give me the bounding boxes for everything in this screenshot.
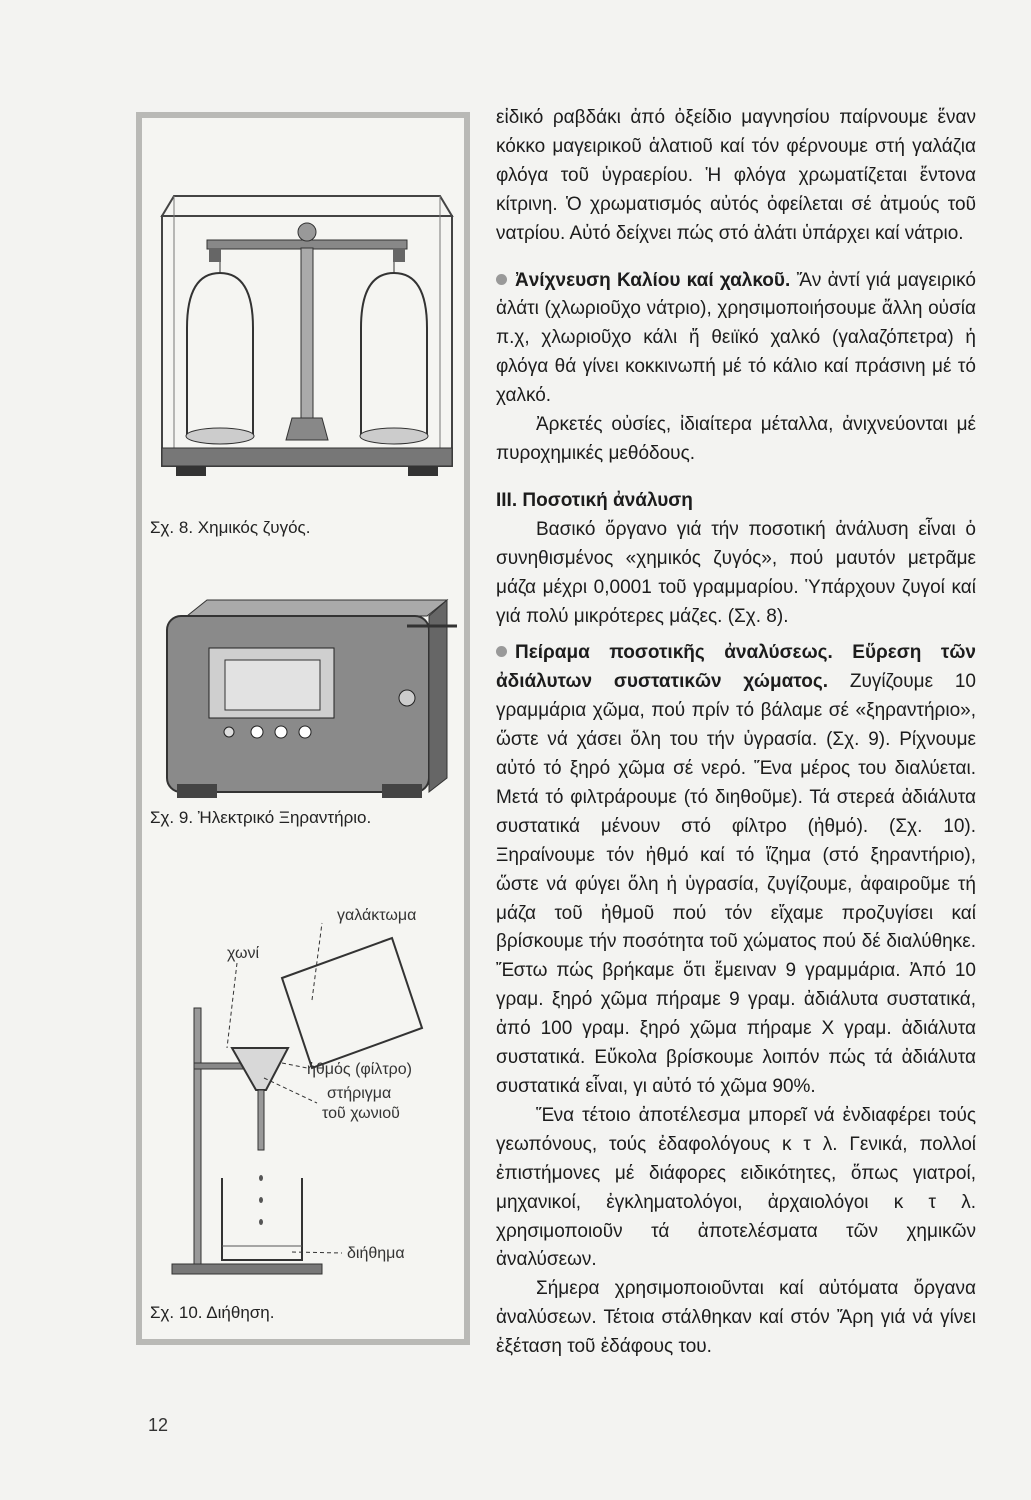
paragraph-sodium-flame: εἰδικό ραβδάκι ἀπό ὀξείδιο μαγνησίου παίρνουμε ἕναν κόκκο μαγειρικοῦ ἁλατιοῦ καί τόν φέρνουμε στή γαλάζια φλόγα τοῦ ὑγραερίου. Ἡ φλόγα χρωματίζεται ἔντονα κίτρινη. Ὁ χρωματισμός αὐτός ὀφείλεται σέ ἀτμούς τοῦ νατρίου. Αὐτό δείχνει πώς στό ἁλάτι ὑπάρχει καί νάτριο. — [496, 107, 976, 244]
bullet1-body: Ἄν ἀντί γιά μαγειρικό ἁλάτι (χλωριοῦχο νάτριο), χρησιμοποιήσουμε ἄλλη οὐσία π.χ, χλωριοῦχο κάλι ἤ θειϊκό χαλκό (γαλαζόπετρα) ἡ φλόγα θά γίνει κοκκινωπή μέ τό κάλιο καί πράσινη μέ τό χαλκό. — [496, 269, 976, 407]
paragraph-balance: Βασικό ὄργανο γιά τήν ποσοτική ἀνάλυση εἶναι ὁ συνηθισμένος «χημικός ζυγός», πού μαυτόν μετρᾶμε μάζα μέχρι 0,0001 τοῦ γραμμαρίου. Ὑπάρχουν ζυγοί καί γιά πολύ μικρότερες μάζες. (Σχ. 8). — [496, 518, 976, 627]
bullet-potassium-copper — [496, 267, 976, 412]
section-heading: ΙΙΙ. Ποσοτική ἀνάλυση — [496, 489, 693, 511]
label-stirigma-1: στήριγμα — [327, 1085, 392, 1102]
paragraph-automatic-instruments: Σήμερα χρησιμοποιοῦνται καί αὐτόματα ὄργανα ἀναλύσεων. Τέτοια στάλθηκαν καί στόν Ἄρη γιά νά γίνει ἐξέταση τοῦ ἐδάφους του. — [496, 1278, 976, 1358]
label-ithmos: ἠθμός (φίλτρο) — [307, 1061, 412, 1078]
fig8-caption: Σχ. 8. Χημικός ζυγός. — [150, 518, 311, 537]
label-stirigma-2: τοῦ χωνιοῦ — [322, 1105, 400, 1122]
label-choni: χωνί — [227, 945, 260, 962]
bullet-icon — [496, 646, 507, 657]
body-text-column — [496, 104, 976, 1362]
label-diithima: διήθημα — [347, 1245, 405, 1262]
chemical-balance-illustration — [152, 178, 462, 498]
figure-panel — [136, 112, 470, 1345]
label-galaktoma: γαλάκτωμα — [337, 907, 417, 924]
bullet-icon — [496, 274, 507, 285]
bullet1-title: Ἀνίχνευση Καλίου καί χαλκοῦ. — [515, 269, 791, 291]
paragraph-result-use: Ἕνα τέτοιο ἀποτέλεσμα μπορεῖ νά ἐνδιαφέρει τούς γεωπόνους, τούς ἐδαφολόγους κ τ λ. Γενικά, πολλοί ἐπιστήμονες μέ διάφορες ειδικότητες, ὅπως γιατροί, μηχανικοί, ἐγκληματολόγοι, ἀρχαιολόγοι κ τ λ. χρησιμοποιοῦν τά ἀποτελέσματα τῶν χημικῶν ἀναλύσεων. — [496, 1104, 976, 1271]
drying-oven-illustration — [157, 588, 467, 808]
paragraph-pyrochemical: Ἀρκετές οὐσίες, ἰδιαίτερα μέταλλα, ἀνιχνεύονται μέ πυροχημικές μεθόδους. — [496, 414, 976, 464]
fig10-caption: Σχ. 10. Διήθηση. — [150, 1303, 275, 1322]
filtration-illustration — [142, 878, 464, 1298]
bullet-experiment — [496, 639, 976, 1102]
page-number: 12 — [148, 1415, 169, 1435]
fig9-caption: Σχ. 9. Ἠλεκτρικό Ξηραντήριο. — [150, 808, 372, 827]
bullet2-body: Ζυγίζουμε 10 γραμμάρια χῶμα, πού πρίν τό βάλαμε σέ «ξηραντήριο», ὥστε νά χάσει ὅλη του τήν ὑγρασία. (Σχ. 9). Ρίχνουμε αὐτό τό ξηρό χῶμα σέ νερό. Ἕνα μέρος του διαλύεται. Μετά τό φιλτράρουμε (τό διηθοῦμε). Τά στερεά ἀδιάλυτα συστατικά μένουν στό φίλτρο (ἠθμό). (Σχ. 10). Ξηραίνουμε τόν ἠθμό καί τό ἵζημα (στό ξηραντήριο), ὥστε νά φύγει ὅλη ἡ ὑγρασία, ζυγίζουμε, ἀφαιροῦμε τή μάζα τοῦ ἠθμοῦ πού τόν εἴχαμε προζυγίσει καί βρίσκουμε τήν ποσότητα τοῦ χώματος πού δέ διαλύθηκε. Ἔστω πώς βρήκαμε ὅτι ἔμειναν 9 γραμμάρια. Ἀπό 10 γραμ. ξηρό χῶμα πήραμε 9 γραμ. ἀδιάλυτα συστατικά, ἀπό 100 γραμ. ξηρό χῶμα πήραμε X γραμ. ἀδιάλυτα συστατικά. Εὔκολα βρίσκουμε λοιπόν πώς τά ἀδιάλυτα συστατικά εἶναι, γι αὐτό τό χῶμα 90%. — [496, 671, 976, 1097]
bullet2-title: Πείραμα ποσοτικῆς ἀναλύσεως. Εὕρεση τῶν ἀδιάλυτων συστατικῶν χώματος. — [496, 642, 976, 693]
